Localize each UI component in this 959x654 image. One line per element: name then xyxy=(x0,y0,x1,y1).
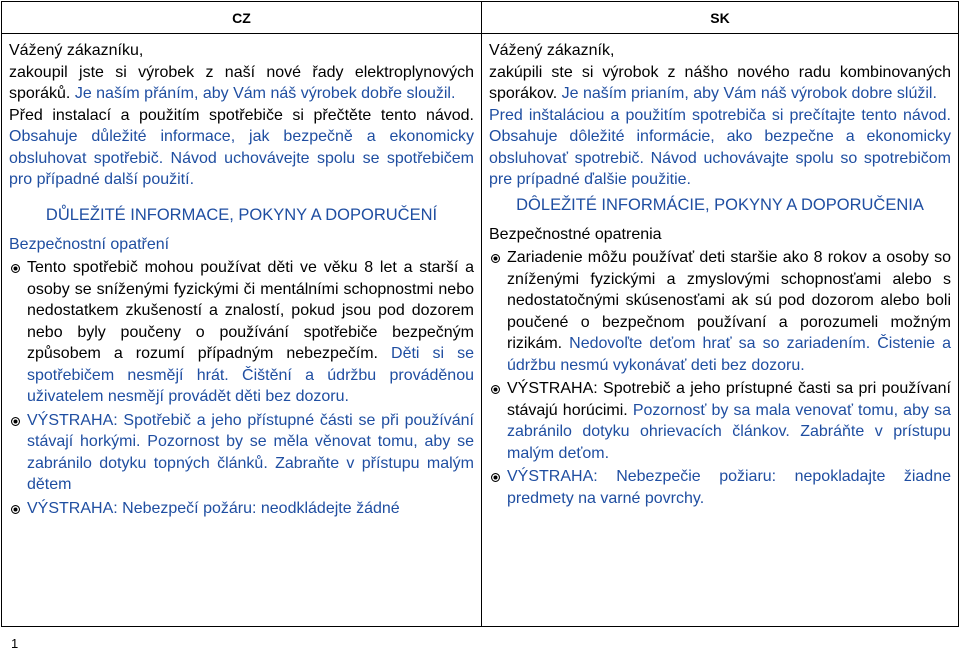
list-item xyxy=(489,378,951,464)
bilingual-table xyxy=(1,1,959,627)
bullet-text-blue: Pozornost by se měla věnovat tomu, aby se zabránilo dotyku topných článků. Zabraňte v přístupu malým dětem xyxy=(27,433,474,493)
cz-greeting: Vážený zákazníku, xyxy=(9,42,144,59)
bullet-text: Tento spotřebič mohou používat děti ve věku 8 let a starší a osoby se sníženými fyzickými či mentálními schopnostmi nebo nedostatkem zkušeností a znalostí, pokud jsou pod dozorem nebo byly poučeny o používání spotřebiče bezpečným způsobem a rozumí případným nebezpečím. xyxy=(27,259,474,362)
cz-intro-wish: Je naším přáním, aby Vám náš výrobek dobře sloužil. xyxy=(74,85,456,102)
bullet-text: VÝSTRAHA: Spotrebič a jeho prístupné časti sa pri používaní stávajú horúcimi. xyxy=(507,380,951,419)
sk-safety-list xyxy=(489,247,951,509)
sk-intro-wish: Je naším prianím, aby Vám náš výrobok dobre slúžil. xyxy=(561,85,937,102)
sk-intro-text: zakúpili ste si výrobok z nášho nového radu kombinovaných sporákov. xyxy=(489,63,951,102)
sk-instructions xyxy=(489,105,951,191)
cz-instructions-contains: Obsahuje důležité informace, jak bezpečně a ekonomicky obsluhovat spotřebič. xyxy=(9,128,474,167)
cz-intro-text: zakoupil jste si výrobek z naší nové řady elektroplynových sporáků. xyxy=(9,63,474,102)
column-header-sk: SK xyxy=(482,2,959,34)
sk-instructions-read: Pred inštaláciou a použitím spotrebiča si prečítajte tento návod. xyxy=(489,106,951,124)
sk-safety-subheading: Bezpečnostné opatrenia xyxy=(489,225,662,243)
cz-safety-list xyxy=(9,257,474,519)
column-header-cz: CZ xyxy=(2,2,482,34)
page-number: 1 xyxy=(11,636,19,651)
cz-intro xyxy=(9,62,474,105)
bullet-text: VÝSTRAHA: Nebezpečí požáru: neodkládejte žádné xyxy=(27,499,400,517)
list-item xyxy=(9,498,474,520)
column-cz xyxy=(2,34,482,627)
bullet-text: Zariadenie môžu používať deti staršie ako 8 rokov a osoby so zníženými fyzickými a zmyslovými schopnosťami alebo s nedostatočnými skúsenosťami ak sú pod dozorom alebo boli poučené o bezpečnom používaní a porozumeli možným rizikám. xyxy=(507,249,951,352)
list-item xyxy=(489,466,951,509)
list-item xyxy=(9,410,474,496)
bullet-text: VÝSTRAHA: Spotřebič a jeho přístupné části se při používání stávají horkými. xyxy=(27,411,474,450)
cz-section-heading: DŮLEŽITÉ INFORMACE, POKYNY A DOPORUČENÍ xyxy=(45,205,438,224)
list-item xyxy=(9,257,474,408)
cz-instructions xyxy=(9,105,474,191)
sk-greeting: Vážený zákazník, xyxy=(489,42,615,59)
bullet-text-blue: Nedovoľte deťom hrať sa so zariadením. Čistenie a údržbu nesmú vykonávať deti bez dozoru. xyxy=(507,335,951,374)
cz-safety-subheading: Bezpečnostní opatření xyxy=(9,235,170,253)
cz-instructions-keep: Návod uchovávejte spolu se spotřebičem pro případné další použití. xyxy=(9,149,474,188)
bullet-text: VÝSTRAHA: Nebezpečie požiaru: nepokladajte žiadne predmety na varné povrchy. xyxy=(507,468,951,507)
cz-instructions-read: Před instalací a použitím spotřebiče si přečtěte tento návod. xyxy=(9,106,474,124)
bullet-text-blue: Pozornosť by sa mala venovať tomu, aby sa zabránilo dotyku ohrievacích článkov. Zabráňte v prístupu malým deťom. xyxy=(507,401,951,462)
sk-instructions-contains: Obsahuje dôležité informácie, ako bezpečne a ekonomicky obsluhovať spotrebič. xyxy=(489,128,951,167)
sk-section-heading: DÔLEŽITÉ INFORMÁCIE, POKYNY A DOPORUČENIA xyxy=(516,195,924,214)
column-sk xyxy=(482,34,959,627)
sk-instructions-keep: Návod uchovávajte spolu so spotrebičom pre prípadné ďalšie použitie. xyxy=(489,149,951,188)
sk-intro xyxy=(489,62,951,105)
list-item xyxy=(489,247,951,376)
bullet-text-blue: Děti si se spotřebičem nesmějí hrát. Čištění a údržbu prováděnou uživatelem nesmějí provádět děti bez dozoru. xyxy=(27,345,474,405)
